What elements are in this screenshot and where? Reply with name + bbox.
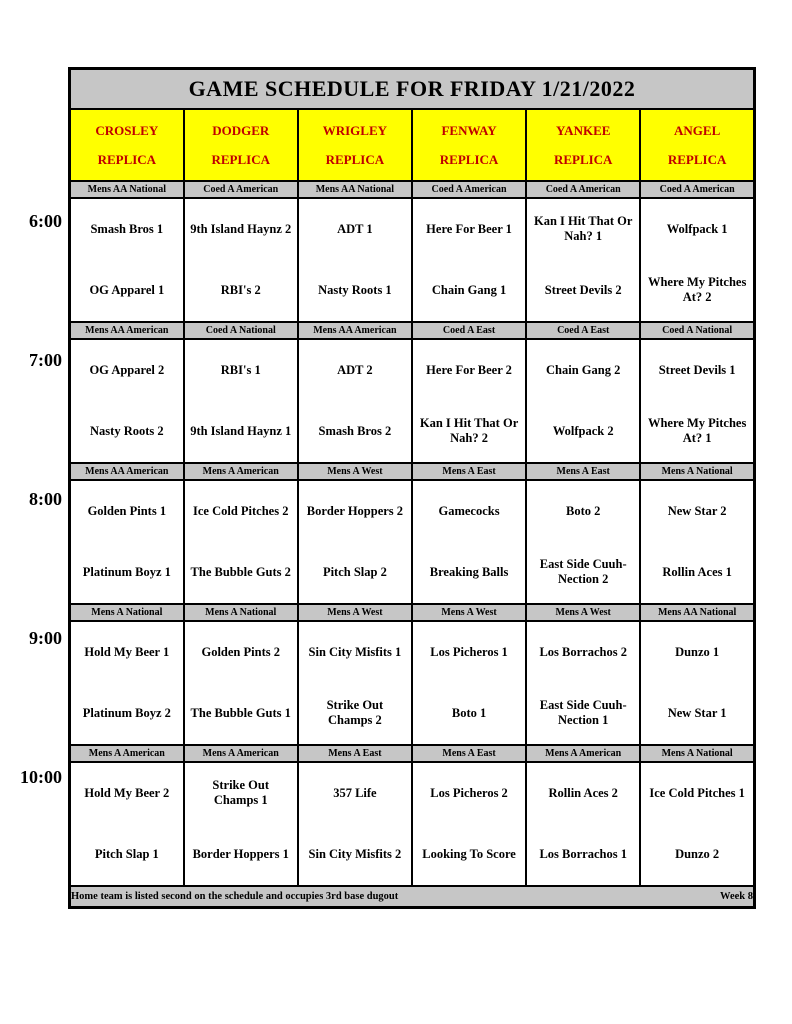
- division-label: Mens A East: [526, 463, 640, 480]
- game-cell: [184, 480, 298, 604]
- home-team: Kan I Hit That Or Nah? 2: [419, 416, 519, 445]
- home-team: Smash Bros 2: [318, 423, 392, 438]
- home-team: The Bubble Guts 1: [190, 705, 291, 720]
- home-team: Boto 1: [451, 705, 487, 720]
- game-cell: [184, 762, 298, 886]
- game-cell: [640, 480, 754, 604]
- division-label: Mens A West: [298, 604, 412, 621]
- time-label-700: 7:00: [29, 350, 62, 370]
- division-label: Mens A West: [526, 604, 640, 621]
- field-header-row: [70, 109, 755, 181]
- home-team: Los Borrachos 1: [539, 846, 627, 861]
- division-label: Mens A East: [298, 745, 412, 762]
- division-row-600: [70, 181, 755, 198]
- home-team: Platinum Boyz 1: [82, 564, 171, 579]
- field-header-fenway: [412, 109, 526, 181]
- division-label: Coed A East: [526, 322, 640, 339]
- week-label: Week 8: [720, 890, 753, 902]
- division-label: Mens A West: [298, 463, 412, 480]
- game-cell: [412, 621, 526, 745]
- away-team: Street Devils 1: [658, 362, 736, 377]
- division-label: Mens AA American: [70, 463, 184, 480]
- game-cell: [298, 339, 412, 463]
- division-label: Mens A National: [640, 463, 754, 480]
- field-name: WRIGLEY: [322, 122, 388, 138]
- game-cell: [412, 339, 526, 463]
- division-label: Mens A National: [184, 604, 298, 621]
- time-label-800: 8:00: [29, 489, 62, 509]
- field-name: ANGEL: [674, 122, 721, 138]
- division-label: Coed A American: [640, 181, 754, 198]
- field-subname: REPLICA: [97, 151, 157, 167]
- game-cell: [184, 198, 298, 322]
- field-header-crosley: [70, 109, 184, 181]
- away-team: Dunzo 1: [675, 644, 720, 659]
- time-label-900: 9:00: [29, 628, 62, 648]
- game-cell: [70, 621, 184, 745]
- home-team: New Star 1: [667, 705, 727, 720]
- home-team: 9th Island Haynz 1: [190, 423, 292, 438]
- division-label: Coed A National: [184, 322, 298, 339]
- title-row: [70, 69, 755, 109]
- game-cell: [298, 198, 412, 322]
- division-row-700: [70, 322, 755, 339]
- field-name: YANKEE: [555, 122, 611, 138]
- home-team: Sin City Misfits 2: [308, 846, 402, 861]
- home-team: Rollin Aces 1: [662, 564, 732, 579]
- division-label: Mens AA National: [70, 181, 184, 198]
- game-cell: [70, 339, 184, 463]
- away-team: ADT 1: [337, 221, 373, 236]
- division-label: Mens A American: [526, 745, 640, 762]
- division-label: Coed A American: [184, 181, 298, 198]
- home-team: Pitch Slap 2: [322, 564, 387, 579]
- schedule: [68, 67, 756, 909]
- away-team: Strike Out Champs 1: [212, 778, 270, 807]
- game-cell: [526, 339, 640, 463]
- home-team: The Bubble Guts 2: [190, 564, 291, 579]
- away-team: Here For Beer 1: [426, 221, 512, 236]
- away-team: Gamecocks: [438, 503, 500, 518]
- home-team: Strike Out Champs 2: [326, 698, 384, 727]
- division-label: Mens A National: [70, 604, 184, 621]
- home-team: East Side Cuuh-Nection 1: [539, 698, 627, 727]
- away-team: New Star 2: [667, 503, 727, 518]
- home-team: Platinum Boyz 2: [82, 705, 171, 720]
- page-title: GAME SCHEDULE FOR FRIDAY 1/21/2022: [70, 69, 755, 109]
- time-label-600: 6:00: [29, 211, 62, 231]
- away-team: Smash Bros 1: [90, 221, 164, 236]
- home-team: Chain Gang 1: [431, 282, 507, 297]
- division-label: Mens AA American: [298, 322, 412, 339]
- field-name: CROSLEY: [95, 122, 159, 138]
- division-label: Mens AA National: [298, 181, 412, 198]
- game-cell: [70, 198, 184, 322]
- game-cell: [640, 621, 754, 745]
- division-label: Mens A East: [412, 745, 526, 762]
- division-label: Mens A American: [70, 745, 184, 762]
- home-team: East Side Cuuh-Nection 2: [539, 557, 627, 586]
- away-team: Here For Beer 2: [426, 362, 512, 377]
- away-team: Sin City Misfits 1: [308, 644, 402, 659]
- home-team: OG Apparel 1: [89, 282, 165, 297]
- division-label: Mens A American: [184, 463, 298, 480]
- game-cell: [640, 339, 754, 463]
- game-cell: [640, 762, 754, 886]
- away-team: Ice Cold Pitches 1: [649, 785, 745, 800]
- away-team: Golden Pints 1: [87, 503, 167, 518]
- away-team: Los Borrachos 2: [539, 644, 627, 659]
- home-team: Where My Pitches At? 1: [647, 416, 747, 445]
- home-team: Dunzo 2: [675, 846, 720, 861]
- away-team: Rollin Aces 2: [548, 785, 618, 800]
- game-cell: [298, 621, 412, 745]
- game-cell: [640, 198, 754, 322]
- field-subname: REPLICA: [439, 151, 499, 167]
- division-label: Coed A American: [526, 181, 640, 198]
- time-label-1000: 10:00: [20, 767, 62, 787]
- away-team: 9th Island Haynz 2: [190, 221, 292, 236]
- game-cell: [412, 480, 526, 604]
- home-team: RBI's 2: [220, 282, 261, 297]
- division-label: Mens AA American: [70, 322, 184, 339]
- division-label: Mens A East: [412, 463, 526, 480]
- field-subname: REPLICA: [211, 151, 270, 167]
- away-team: Hold My Beer 1: [84, 644, 170, 659]
- away-team: 357 Life: [333, 785, 377, 800]
- game-row-700: [70, 339, 755, 463]
- game-cell: [526, 621, 640, 745]
- away-team: ADT 2: [337, 362, 373, 377]
- game-cell: [184, 339, 298, 463]
- away-team: Boto 2: [566, 503, 601, 518]
- field-name: FENWAY: [441, 122, 497, 138]
- away-team: Chain Gang 2: [546, 362, 621, 377]
- away-team: Wolfpack 1: [666, 221, 728, 236]
- footer-note: Home team is listed second on the schedule and occupies 3rd base dugout: [71, 890, 399, 902]
- schedule-table: [68, 67, 756, 909]
- game-cell: [184, 621, 298, 745]
- game-cell: [526, 198, 640, 322]
- away-team: Los Picheros 2: [430, 785, 508, 800]
- home-team: Street Devils 2: [544, 282, 622, 297]
- game-row-800: [70, 480, 755, 604]
- home-team: Pitch Slap 1: [94, 846, 159, 861]
- division-row-900: [70, 604, 755, 621]
- game-cell: [298, 762, 412, 886]
- game-cell: [298, 480, 412, 604]
- field-header-dodger: [184, 109, 298, 181]
- field-header-yankee: [526, 109, 640, 181]
- division-row-1000: [70, 745, 755, 762]
- away-team: Hold My Beer 2: [84, 785, 170, 800]
- home-team: Looking To Score: [422, 846, 516, 861]
- home-team: Where My Pitches At? 2: [647, 275, 747, 304]
- home-team: Border Hoppers 1: [192, 846, 289, 861]
- game-cell: [70, 480, 184, 604]
- field-header-angel: [640, 109, 754, 181]
- field-subname: REPLICA: [667, 151, 727, 167]
- game-cell: [70, 762, 184, 886]
- field-subname: REPLICA: [553, 151, 613, 167]
- home-team: Nasty Roots 1: [318, 282, 392, 297]
- division-label: Coed A American: [412, 181, 526, 198]
- away-team: RBI's 1: [220, 362, 261, 377]
- division-label: Coed A National: [640, 322, 754, 339]
- game-row-600: [70, 198, 755, 322]
- away-team: Ice Cold Pitches 2: [192, 503, 289, 518]
- field-name: DODGER: [212, 122, 270, 138]
- game-cell: [526, 762, 640, 886]
- away-team: Los Picheros 1: [430, 644, 508, 659]
- footer-row: [70, 886, 755, 908]
- game-row-900: [70, 621, 755, 745]
- field-subname: REPLICA: [325, 151, 385, 167]
- division-label: Mens AA National: [640, 604, 754, 621]
- home-team: Breaking Balls: [429, 564, 509, 579]
- game-cell: [412, 762, 526, 886]
- home-team: Nasty Roots 2: [90, 423, 164, 438]
- away-team: Border Hoppers 2: [306, 503, 404, 518]
- away-team: Kan I Hit That Or Nah? 1: [534, 214, 633, 243]
- away-team: Golden Pints 2: [201, 644, 280, 659]
- division-label: Mens A National: [640, 745, 754, 762]
- away-team: OG Apparel 2: [89, 362, 165, 377]
- division-row-800: [70, 463, 755, 480]
- game-cell: [526, 480, 640, 604]
- game-row-1000: [70, 762, 755, 886]
- field-header-wrigley: [298, 109, 412, 181]
- division-label: Coed A East: [412, 322, 526, 339]
- division-label: Mens A West: [412, 604, 526, 621]
- home-team: Wolfpack 2: [552, 423, 614, 438]
- game-cell: [412, 198, 526, 322]
- division-label: Mens A American: [184, 745, 298, 762]
